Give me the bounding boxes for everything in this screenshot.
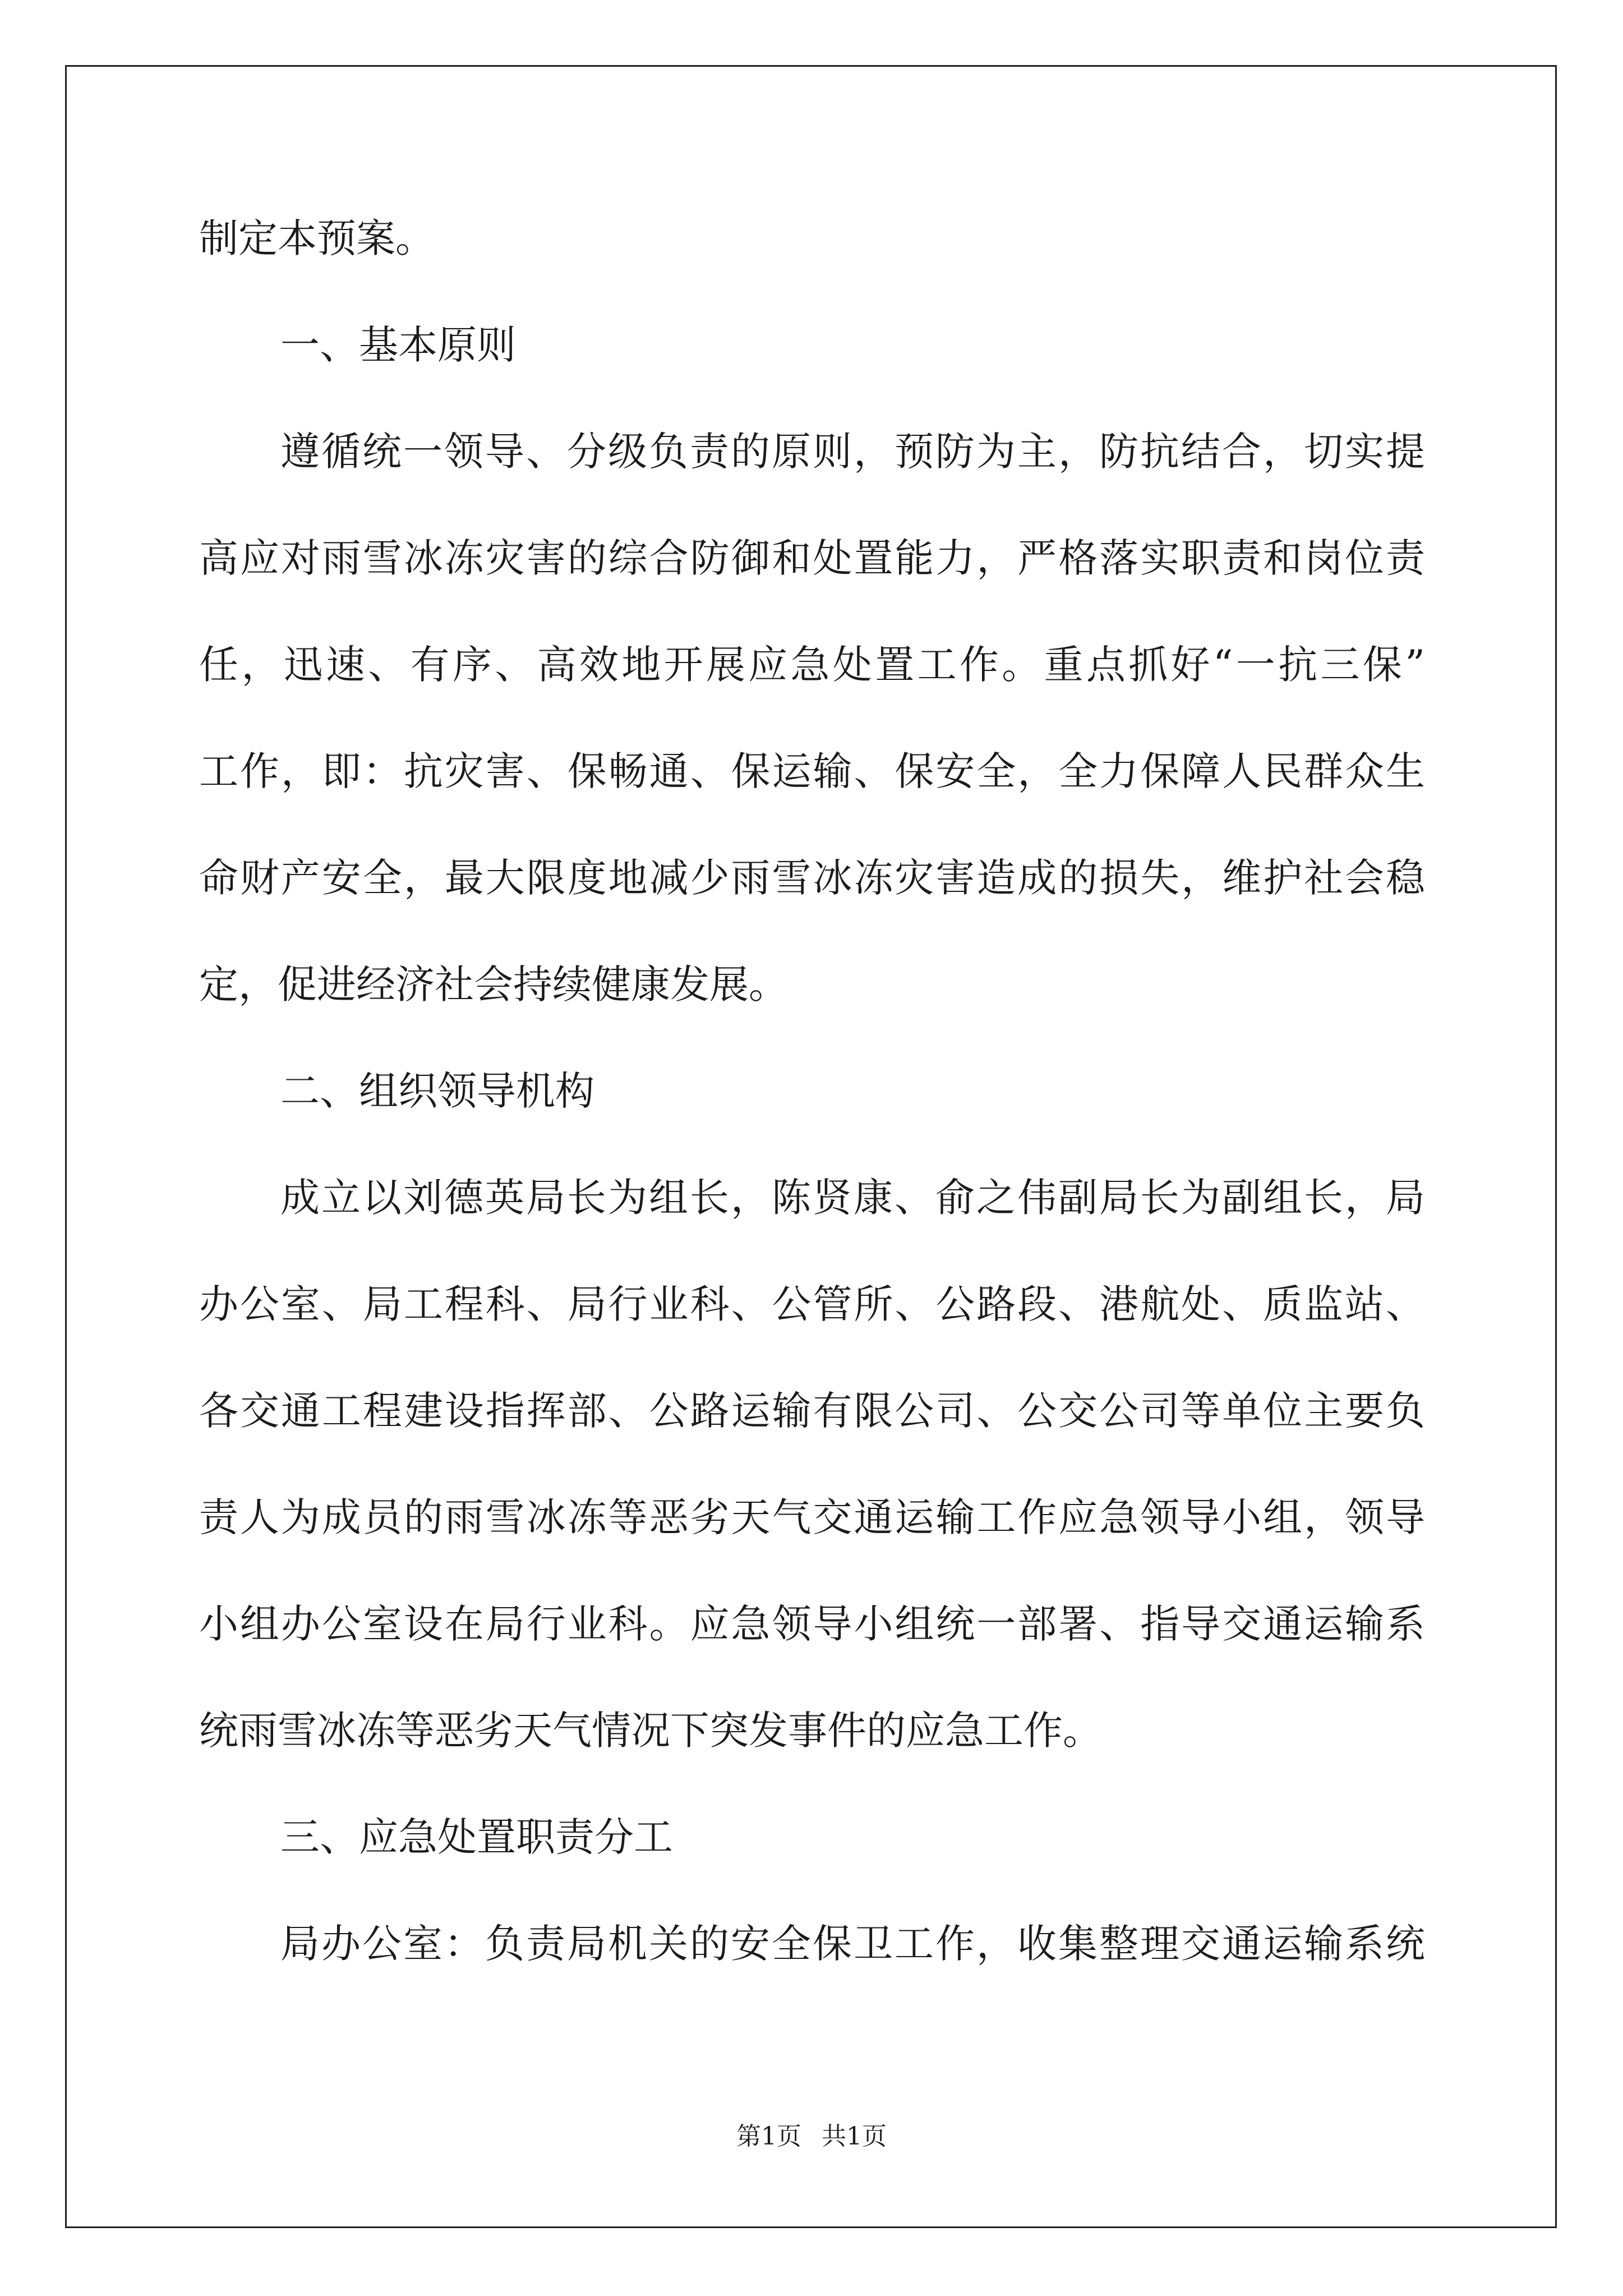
paragraph-line: 遵循统一领导、分级负责的原则，预防为主，防抗结合，切实提 <box>280 429 1425 475</box>
section-heading: 三、应急处置职责分工 <box>280 1814 673 1860</box>
paragraph-line: 办公室、局工程科、局行业科、公管所、公路段、港航处、质监站、 <box>199 1281 1425 1327</box>
paragraph-line: 命财产安全，最大限度地减少雨雪冰冻灾害造成的损失，维护社会稳 <box>199 855 1425 901</box>
paragraph-line: 高应对雨雪冰冻灾害的综合防御和处置能力，严格落实职责和岗位责 <box>199 535 1425 581</box>
paragraph-line: 成立以刘德英局长为组长，陈贤康、俞之伟副局长为副组长，局 <box>280 1175 1425 1221</box>
paragraph-line: 工作，即：抗灾害、保畅通、保运输、保安全，全力保障人民群众生 <box>199 748 1425 794</box>
page-total: 共1页 <box>822 2122 887 2151</box>
paragraph-line: 制定本预案。 <box>199 215 435 261</box>
paragraph-line: 责人为成员的雨雪冰冻等恶劣天气交通运输工作应急领导小组，领导 <box>199 1494 1425 1540</box>
page-border <box>65 65 1557 2228</box>
paragraph-line: 统雨雪冰冻等恶劣天气情况下突发事件的应急工作。 <box>199 1708 1102 1754</box>
page-number: 第1页 <box>736 2122 801 2151</box>
paragraph-line: 小组办公室设在局行业科。应急领导小组统一部署、指导交通运输系 <box>199 1601 1425 1647</box>
paragraph-line: 局办公室：负责局机关的安全保卫工作，收集整理交通运输系统 <box>280 1921 1425 1967</box>
page-footer <box>0 2120 1623 2154</box>
section-heading: 一、基本原则 <box>280 322 516 368</box>
paragraph-line: 各交通工程建设指挥部、公路运输有限公司、公交公司等单位主要负 <box>199 1388 1425 1434</box>
paragraph-line: 任，迅速、有序、高效地开展应急处置工作。重点抓好“一抗三保” <box>199 642 1425 688</box>
section-heading: 二、组织领导机构 <box>280 1068 594 1114</box>
paragraph-line: 定，促进经济社会持续健康发展。 <box>199 961 788 1007</box>
